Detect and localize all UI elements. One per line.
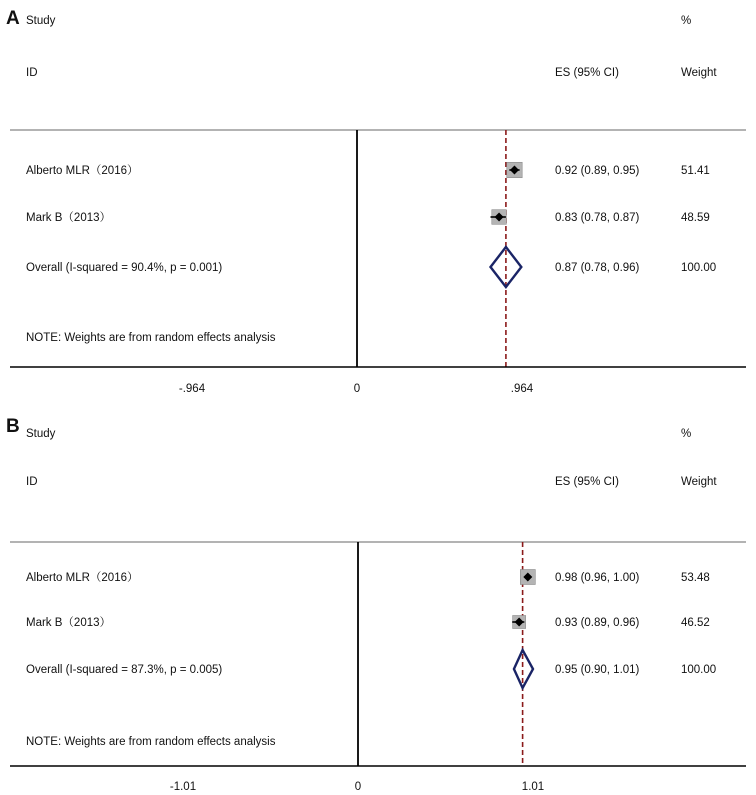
panel-label: A: [6, 8, 20, 29]
overall-weight: 100.00: [681, 664, 717, 676]
header-study: Study: [26, 15, 56, 27]
forest-panel-b: [6, 416, 746, 793]
study-label: Mark B（2013）: [26, 212, 112, 224]
study-weight: 51.41: [681, 165, 710, 177]
header-es-ci: ES (95% CI): [555, 476, 619, 488]
study-label: Alberto MLR（2016）: [26, 572, 139, 584]
x-tick-label: 0: [354, 781, 362, 793]
study-label: Mark B（2013）: [26, 617, 112, 629]
header-id: ID: [26, 67, 38, 79]
overall-es-ci: 0.95 (0.90, 1.01): [555, 664, 640, 676]
study-weight: 48.59: [681, 212, 710, 224]
study-label: Alberto MLR（2016）: [26, 165, 139, 177]
overall-diamond: [514, 650, 533, 688]
overall-weight: 100.00: [681, 262, 717, 274]
panel-label: B: [6, 416, 20, 437]
study-es-ci: 0.83 (0.78, 0.87): [555, 212, 640, 224]
header-id: ID: [26, 476, 38, 488]
weights-note: NOTE: Weights are from random effects analysis: [26, 736, 276, 748]
x-tick-label: .964: [510, 383, 534, 395]
overall-label: Overall (I-squared = 90.4%, p = 0.001): [26, 262, 223, 274]
study-weight: 46.52: [681, 617, 710, 629]
study-weight: 53.48: [681, 572, 710, 584]
study-es-ci: 0.98 (0.96, 1.00): [555, 572, 640, 584]
header-percent: %: [681, 428, 692, 440]
x-tick-label: -.964: [178, 383, 206, 395]
header-percent: %: [681, 15, 692, 27]
header-weight: Weight: [681, 476, 717, 488]
overall-es-ci: 0.87 (0.78, 0.96): [555, 262, 640, 274]
forest-panel-a: [6, 8, 746, 395]
header-weight: Weight: [681, 67, 717, 79]
study-es-ci: 0.93 (0.89, 0.96): [555, 617, 640, 629]
x-tick-label: -1.01: [169, 781, 197, 793]
overall-label: Overall (I-squared = 87.3%, p = 0.005): [26, 664, 223, 676]
weights-note: NOTE: Weights are from random effects analysis: [26, 332, 276, 344]
header-study: Study: [26, 428, 56, 440]
x-tick-label: 0: [353, 383, 361, 395]
x-tick-label: 1.01: [521, 781, 545, 793]
study-es-ci: 0.92 (0.89, 0.95): [555, 165, 640, 177]
header-es-ci: ES (95% CI): [555, 67, 619, 79]
